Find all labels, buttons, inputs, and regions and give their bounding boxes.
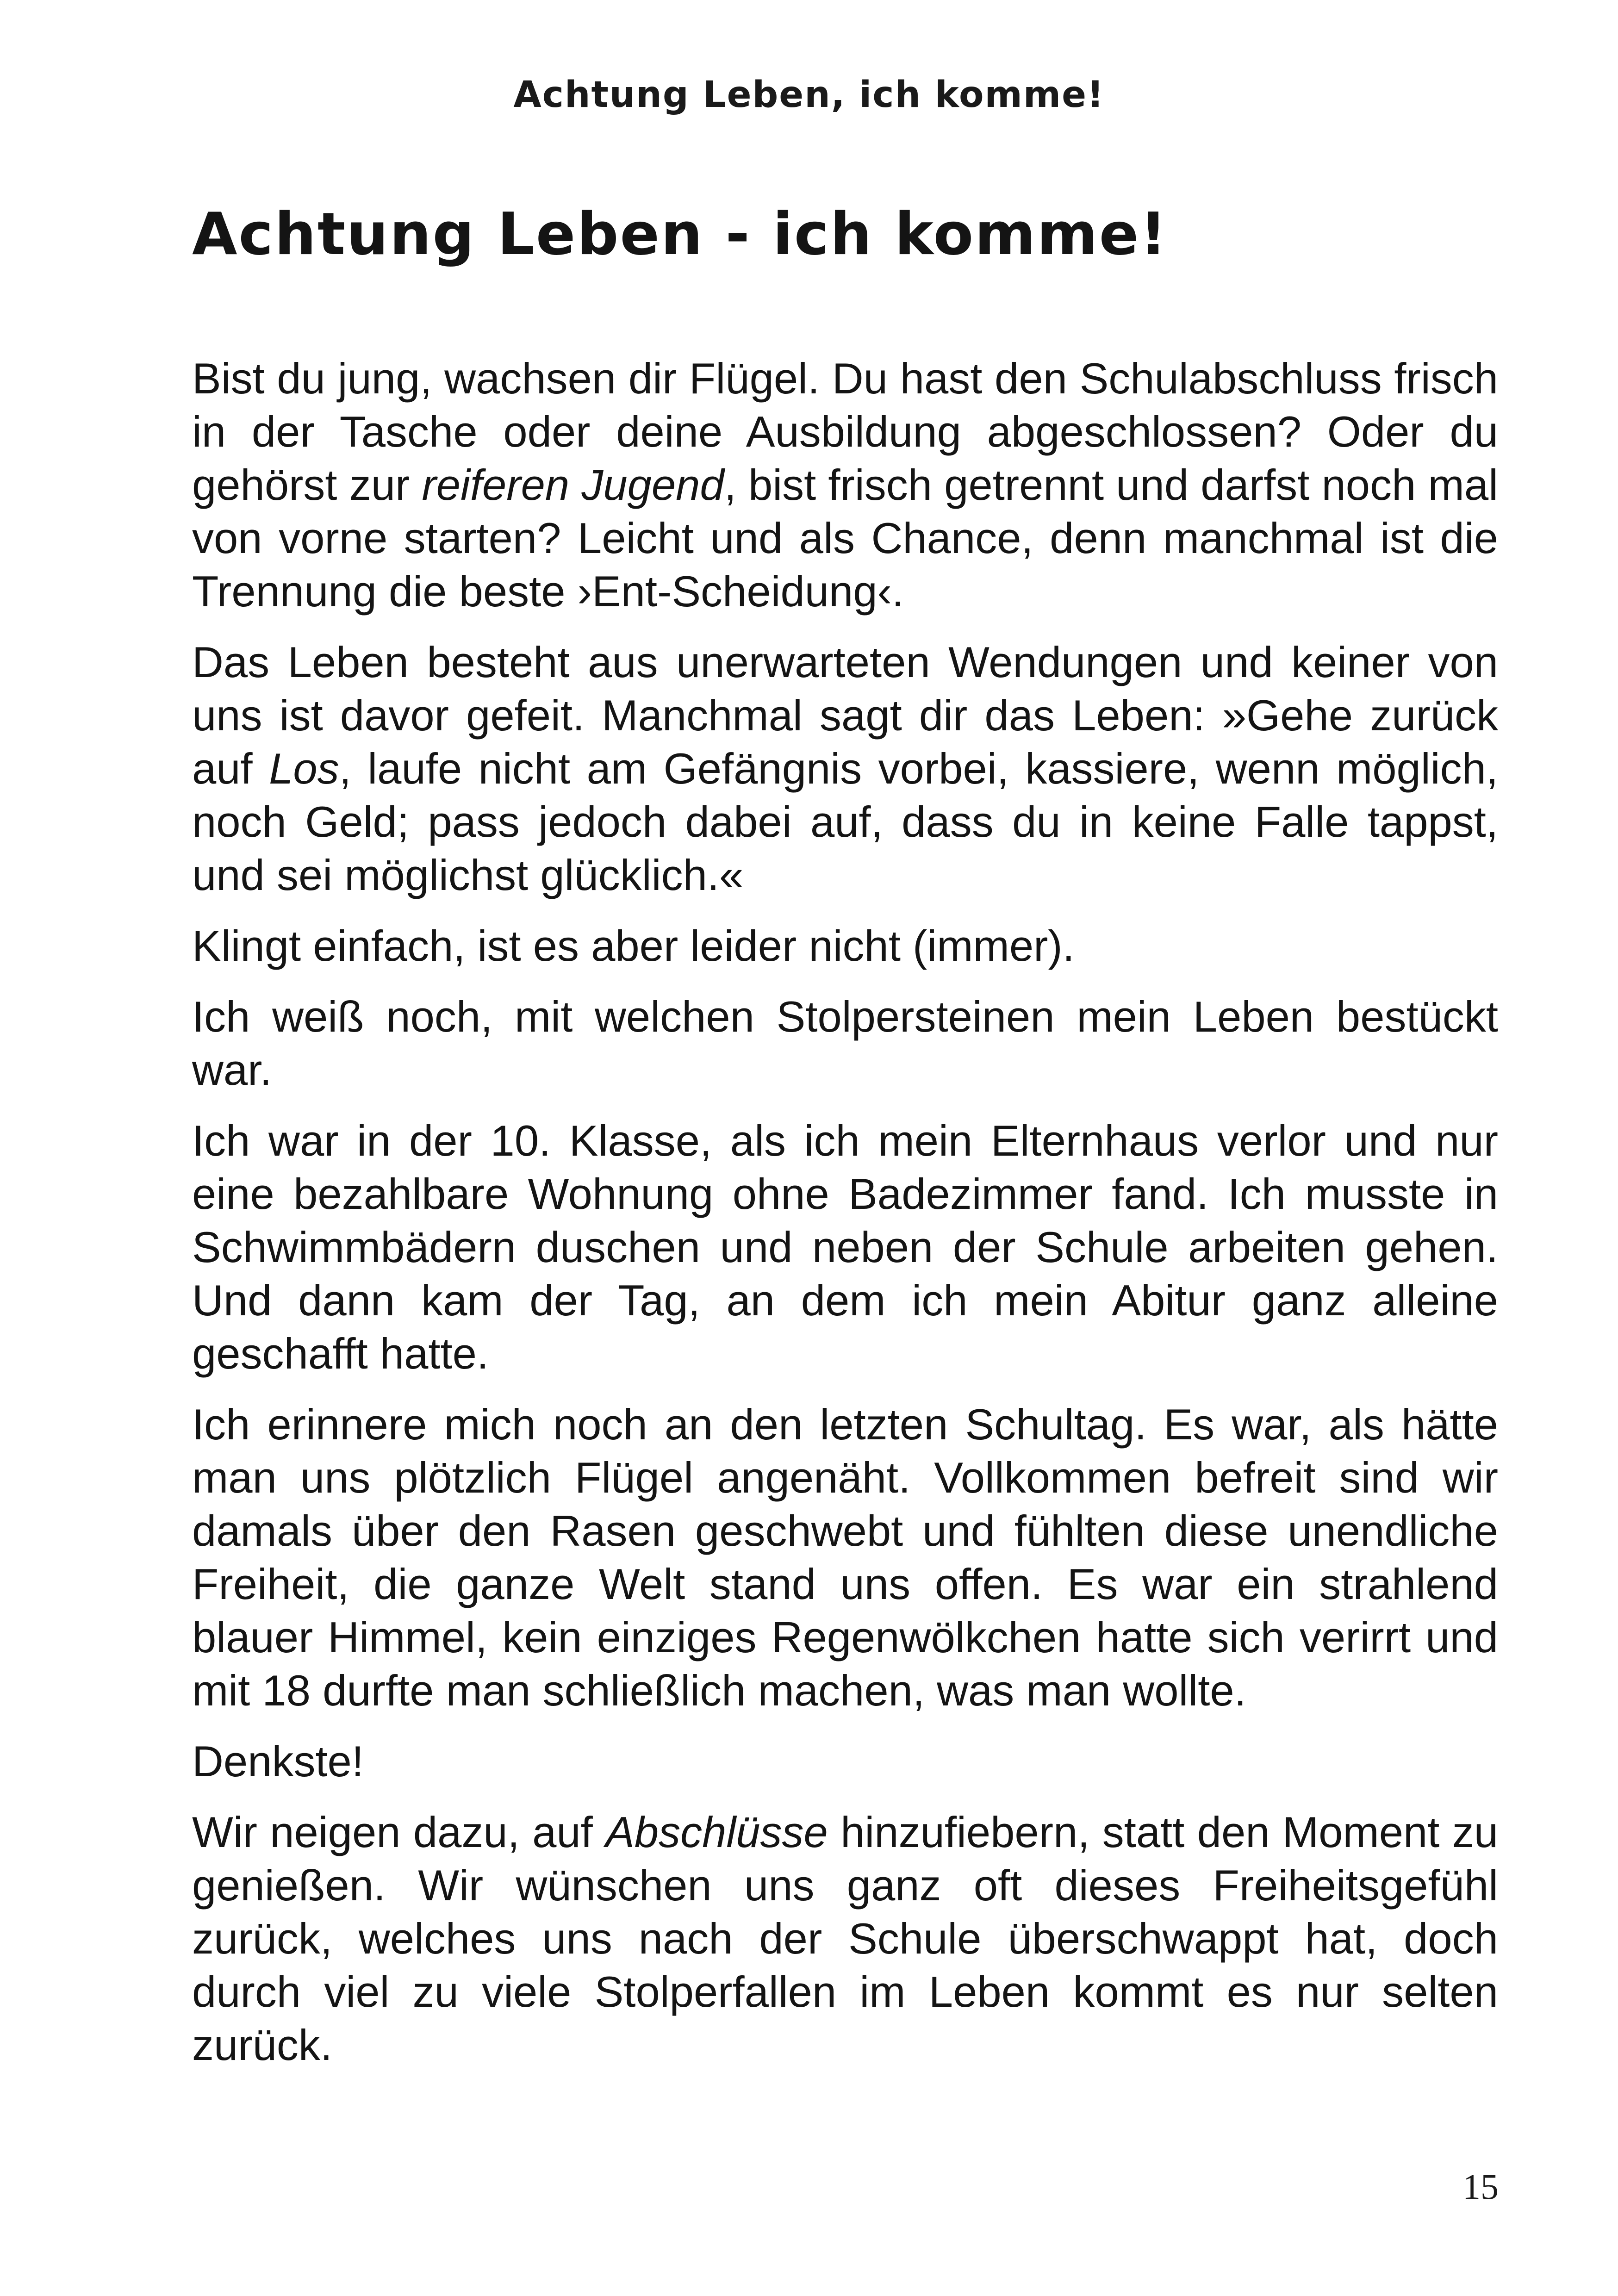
paragraph-2-text-a: Das Leben besteht aus unerwarteten Wendungen und keiner von uns ist davor gefeit. Manchmal sagt dir das Leben: »Gehe zurück auf [192, 638, 1498, 793]
paragraph-8-text-a: Wir neigen dazu, auf [192, 1808, 606, 1856]
paragraph-2-emphasis: Los [269, 744, 339, 793]
paragraph-1 [192, 352, 1498, 618]
paragraph-7: Denkste! [192, 1737, 364, 1786]
paragraph-8-emphasis: Abschlüsse [605, 1808, 828, 1856]
chapter-title: Achtung Leben - ich komme! [192, 200, 1168, 268]
paragraph-1-emphasis: reiferen Jugend [422, 460, 724, 509]
paragraph-6: Ich erinnere mich noch an den letzten Schultag. Es war, als hätte man uns plötzlich Flügel angenäht. Vollkommen befreit sind wir damals über den Rasen geschwebt und fühlten diese unendliche Freiheit, die ganze Welt stand uns offen. Es war ein strahlend blauer Himmel, kein einziges Regenwölkchen hatte sich verirrt und mit 18 durfte man schließlich machen, was man wollte. [192, 1400, 1498, 1715]
paragraph-8 [192, 1805, 1498, 2072]
paragraph-3: Klingt einfach, ist es aber leider nicht (immer). [192, 921, 1075, 970]
running-header: Achtung Leben, ich komme! [513, 74, 1105, 116]
body-text [192, 352, 1498, 2089]
paragraph-4: Ich weiß noch, mit welchen Stolpersteinen mein Leben bestückt war. [192, 992, 1498, 1094]
paragraph-1-text-b: , bist frisch getrennt und darfst noch mal von vorne starten? Leicht und als Chance, denn manchmal ist die Trennung die beste ›Ent-Scheidung‹. [192, 460, 1498, 616]
paragraph-5: Ich war in der 10. Klasse, als ich mein Elternhaus verlor und nur eine bezahlbare Wohnung ohne Badezimmer fand. Ich musste in Schwimmbädern duschen und neben der Schule arbeiten gehen. Und dann kam der Tag, an dem ich mein Abitur ganz alleine geschafft hatte. [192, 1116, 1498, 1378]
paragraph-1-text-a: Bist du jung, wachsen dir Flügel. Du hast den Schulabschluss frisch in der Tasche oder deine Ausbildung abgeschlossen? Oder du gehörst zur [192, 354, 1498, 509]
paragraph-2-text-b: , laufe nicht am Gefängnis vorbei, kassiere, wenn möglich, noch Geld; pass jedoch dabei auf, dass du in keine Falle tappst, und sei möglichst glücklich.« [192, 744, 1498, 899]
paragraph-8-text-b: hinzufiebern, statt den Moment zu genießen. Wir wünschen uns ganz oft dieses Freiheitsgefühl zurück, welches uns nach der Schule überschwappt hat, doch durch viel zu viele Stolperfallen im Leben kommt es nur selten zurück. [192, 1808, 1498, 2069]
page-number: 15 [1462, 2166, 1499, 2207]
paragraph-2 [192, 635, 1498, 902]
